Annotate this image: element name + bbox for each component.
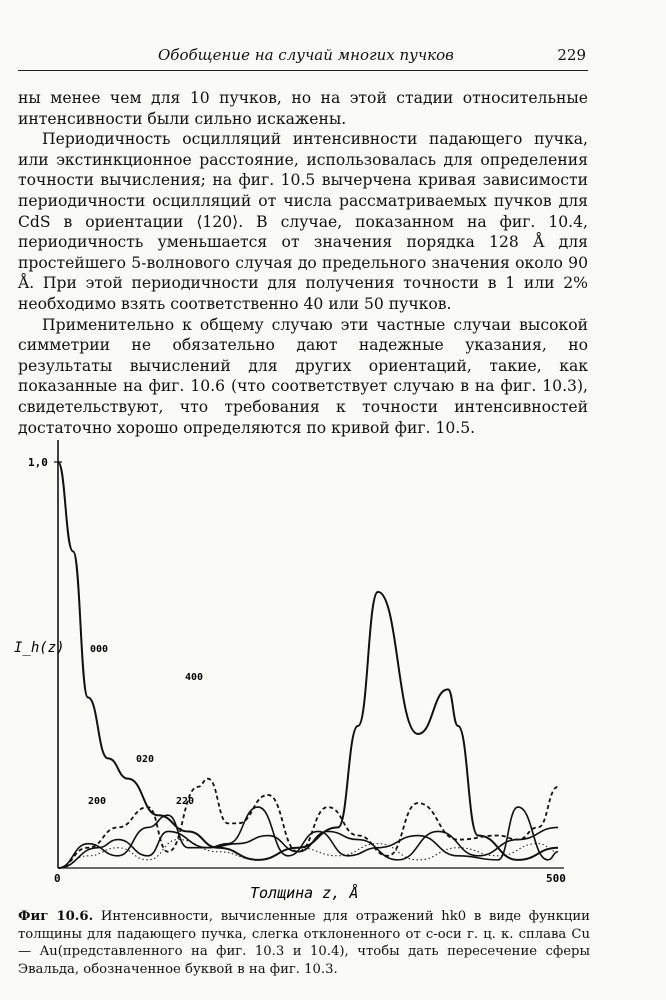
caption-text: Интенсивности, вычисленные для отражений hk0 в виде функции толщины для падающего пучка, слегка отклоненного от c-оси г. ц. к. сплава Cu — Au(представленного на фиг. 10.3 и 10.4), чтобы дать пересечение сферы Эвальда, обозначенное буквой в на фиг. 10.3. <box>18 909 590 977</box>
caption-label: Фиг 10.6. <box>18 909 94 924</box>
page-number: 229 <box>557 46 586 64</box>
paragraph-1: ны менее чем для 10 пучков, но на этой стадии относительные интенсивности были сильно искажены. <box>18 89 588 128</box>
paragraph-2: Периодичность осцилляций интенсивности падающего пучка, или экстинкционное расстояние, использовалась для определения точности вычисления; на фиг. 10.5 вычерчена кривая зависимости периодичности осцилляций от числа рассматриваемых пучков для CdS в ориентации ⟨120⟩. В случае, показанном на фиг. 10.4, периодичность уменьшается от значения порядка 128 Å для простейшего 5-волнового случая до предельного значения около 90 Å. При этой периодичности для получения точности в 1 или 2% необходимо взять соответственно 40 или 50 пучков. <box>18 130 588 313</box>
body-text <box>18 88 588 438</box>
series-label-220: 220 <box>176 796 195 807</box>
figure-10-6 <box>0 440 666 910</box>
figure-caption <box>18 908 590 978</box>
y-axis-label: I_h(z) <box>14 640 65 656</box>
series-label-020: 020 <box>136 754 155 765</box>
running-header <box>18 40 588 71</box>
series-line-200 <box>58 827 558 868</box>
y-tick-label: 1,0 <box>28 456 48 469</box>
x-tick-label: 0 <box>54 872 61 885</box>
running-title: Обобщение на случай многих пучков <box>158 46 454 64</box>
series-label-400: 400 <box>185 672 204 683</box>
series-line-000 <box>58 462 558 860</box>
series-label-200: 200 <box>88 796 107 807</box>
series-line-020 <box>58 807 558 868</box>
x-axis-label: Толщина z, Å <box>250 884 359 902</box>
x-tick-label: 500 <box>546 872 566 885</box>
intensity-chart <box>0 440 666 910</box>
paragraph-3: Применительно к общему случаю эти частные случаи высокой симметрии не обязательно дают надежные указания, но результаты вычислений для других ориентаций, такие, как показанные на фиг. 10.6 (что соответствует случаю в на фиг. 10.3), свидетельствуют, что требования к точности интенсивностей достаточно хорошо определяются по кривой фиг. 10.5. <box>18 315 588 437</box>
series-line-400 <box>58 779 558 868</box>
series-label-000: 000 <box>90 644 109 655</box>
